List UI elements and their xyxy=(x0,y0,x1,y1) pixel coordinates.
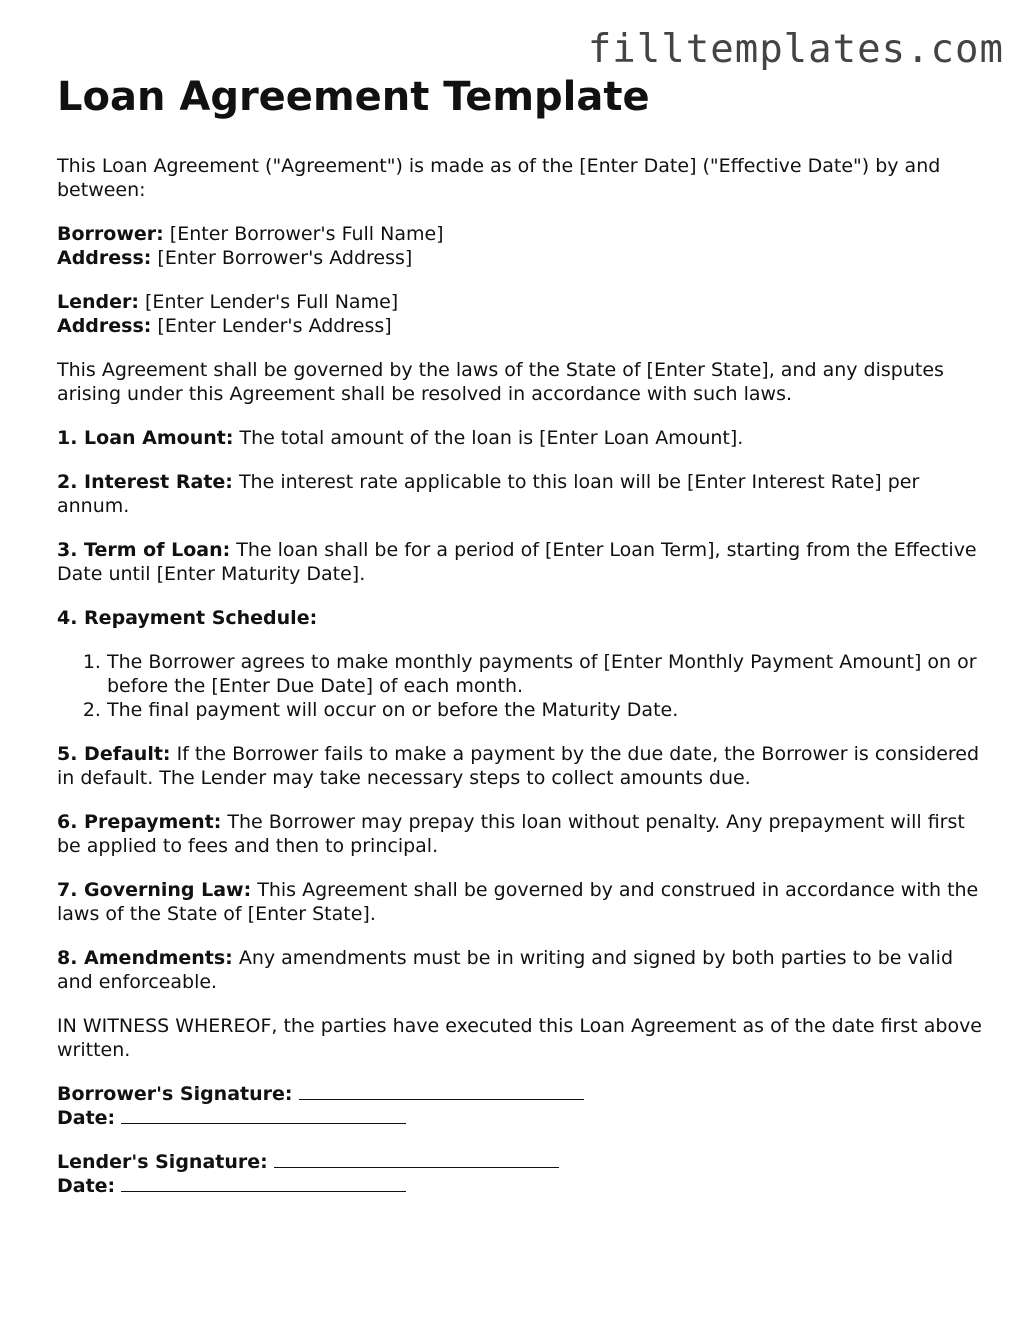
watermark: filltemplates.com xyxy=(587,27,1004,72)
borrower-block xyxy=(57,222,987,270)
lender-name-value: [Enter Lender's Full Name] xyxy=(138,291,399,313)
borrower-signature-label: Borrower's Signature: xyxy=(57,1083,293,1105)
lender-address-label: Address: xyxy=(57,315,152,337)
document-page xyxy=(57,70,987,1218)
section-heading: 3. Term of Loan: xyxy=(57,539,231,561)
borrower-name-value: [Enter Borrower's Full Name] xyxy=(163,223,444,245)
lender-signature-label: Lender's Signature: xyxy=(57,1151,268,1173)
section-governing-law xyxy=(57,878,987,926)
section-text: This Agreement shall be governed by and construed in accordance with the laws of the State of [Enter State]. xyxy=(57,879,979,925)
section-prepayment xyxy=(57,810,987,858)
list-item: 1. The Borrower agrees to make monthly payments of [Enter Monthly Payment Amount] on or before the [Enter Due Date] of each month. xyxy=(107,650,987,698)
lender-name-line xyxy=(57,290,987,314)
section-text: The loan shall be for a period of [Enter Loan Term], starting from the Effective Date until [Enter Maturity Date]. xyxy=(57,539,977,585)
borrower-signature-block xyxy=(57,1082,987,1130)
intro-paragraph: This Loan Agreement ("Agreement") is made as of the [Enter Date] ("Effective Date") by and between: xyxy=(57,155,941,201)
repayment-list xyxy=(57,650,987,722)
lender-signature-line xyxy=(57,1150,987,1174)
lender-signature-block xyxy=(57,1150,987,1198)
witness-paragraph: IN WITNESS WHEREOF, the parties have executed this Loan Agreement as of the date first above written. xyxy=(57,1015,982,1061)
section-heading: 7. Governing Law: xyxy=(57,879,252,901)
borrower-date-field[interactable] xyxy=(121,1109,406,1124)
borrower-name-line xyxy=(57,222,987,246)
borrower-signature-line xyxy=(57,1082,987,1106)
borrower-date-label: Date: xyxy=(57,1107,116,1129)
borrower-signature-field[interactable] xyxy=(299,1085,584,1100)
section-text: Any amendments must be in writing and signed by both parties to be valid and enforceable. xyxy=(57,947,953,993)
borrower-name-label: Borrower: xyxy=(57,223,164,245)
section-repayment-schedule xyxy=(57,606,987,630)
section-amendments xyxy=(57,946,987,994)
lender-address-line xyxy=(57,314,987,338)
document-title: Loan Agreement Template xyxy=(57,74,650,120)
section-heading: 1. Loan Amount: xyxy=(57,427,234,449)
section-heading: 6. Prepayment: xyxy=(57,811,222,833)
lender-address-value: [Enter Lender's Address] xyxy=(151,315,392,337)
section-loan-amount xyxy=(57,426,987,450)
section-term-of-loan xyxy=(57,538,987,586)
list-item: 2. The final payment will occur on or before the Maturity Date. xyxy=(107,698,987,722)
section-text: The interest rate applicable to this loan will be [Enter Interest Rate] per annum. xyxy=(57,471,920,517)
governing-intro-paragraph: This Agreement shall be governed by the laws of the State of [Enter State], and any disputes arising under this Agreement shall be resolved in accordance with such laws. xyxy=(57,359,944,405)
section-heading: 8. Amendments: xyxy=(57,947,233,969)
section-heading: 2. Interest Rate: xyxy=(57,471,233,493)
lender-name-label: Lender: xyxy=(57,291,139,313)
section-text: The total amount of the loan is [Enter Loan Amount]. xyxy=(233,427,744,449)
borrower-address-value: [Enter Borrower's Address] xyxy=(151,247,413,269)
section-text: The Borrower may prepay this loan without penalty. Any prepayment will first be applied to fees and then to principal. xyxy=(57,811,965,857)
section-text: If the Borrower fails to make a payment by the due date, the Borrower is considered in default. The Lender may take necessary steps to collect amounts due. xyxy=(57,743,980,789)
section-default xyxy=(57,742,987,790)
lender-block xyxy=(57,290,987,338)
lender-signature-field[interactable] xyxy=(274,1153,559,1168)
lender-date-field[interactable] xyxy=(121,1177,406,1192)
borrower-address-label: Address: xyxy=(57,247,152,269)
borrower-address-line xyxy=(57,246,987,270)
section-heading: 5. Default: xyxy=(57,743,171,765)
borrower-date-line xyxy=(57,1106,987,1130)
lender-date-line xyxy=(57,1174,987,1198)
lender-date-label: Date: xyxy=(57,1175,116,1197)
section-interest-rate xyxy=(57,470,987,518)
section-heading: 4. Repayment Schedule: xyxy=(57,607,318,629)
